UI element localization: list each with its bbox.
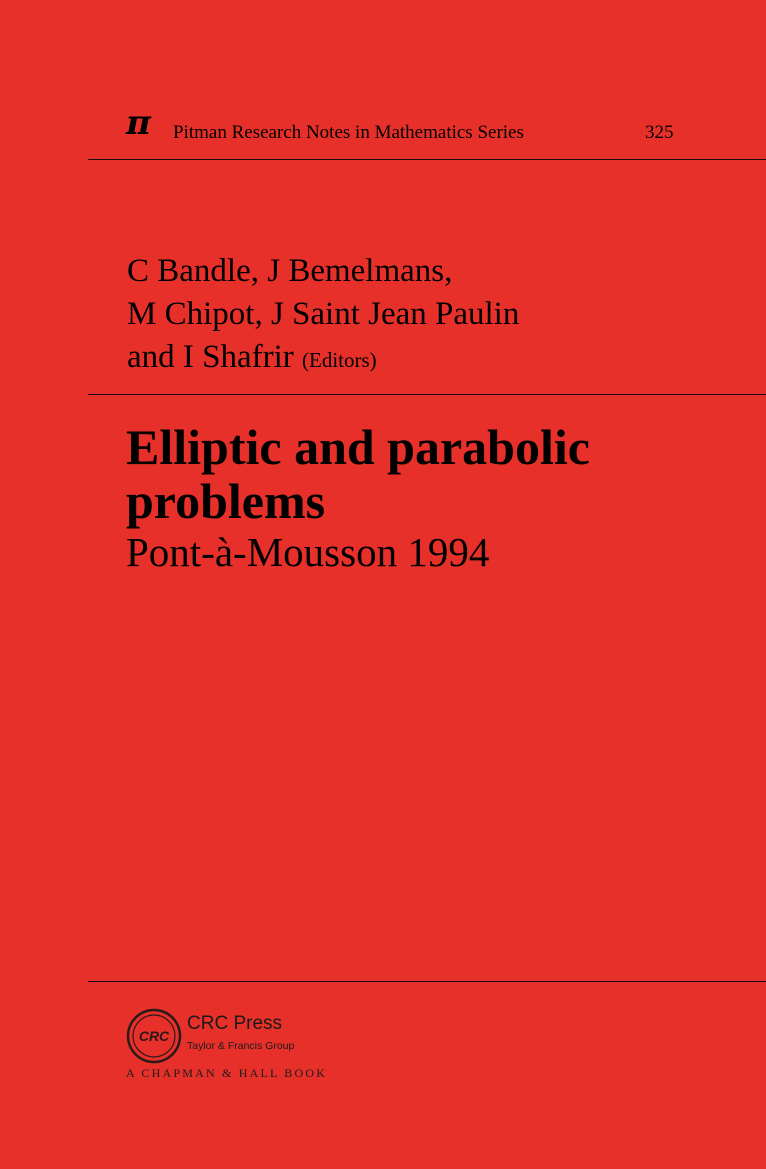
book-title-line-1: Elliptic and parabolic (126, 419, 590, 475)
editors-note: (Editors) (302, 348, 377, 372)
series-number: 325 (645, 122, 674, 143)
series-name: Pitman Research Notes in Mathematics Series (173, 122, 524, 143)
publisher-block (126, 1008, 426, 1088)
divider-middle (88, 394, 766, 395)
editors-line-3 (127, 336, 747, 382)
editors-line-3-text: and I Shafrir (127, 339, 294, 375)
series-header (126, 103, 726, 156)
title-block (126, 420, 746, 576)
book-title-line-2: problems (126, 473, 326, 529)
editors-block (127, 250, 747, 382)
book-title (126, 420, 746, 528)
publisher-group: Taylor & Francis Group (187, 1040, 295, 1052)
crc-logo-text: CRC (138, 1028, 170, 1044)
publisher-name: CRC Press (187, 1013, 283, 1034)
editors-line-1: C Bandle, J Bemelmans, (127, 253, 453, 289)
book-subtitle: Pont-à-Mousson 1994 (126, 529, 490, 575)
pi-icon: π (126, 103, 151, 143)
divider-bottom (88, 981, 766, 982)
publisher-imprint: A CHAPMAN & HALL BOOK (126, 1066, 328, 1080)
editors-line-2: M Chipot, J Saint Jean Paulin (127, 296, 520, 332)
crc-logo-icon (126, 1008, 182, 1064)
divider-top (88, 159, 766, 160)
